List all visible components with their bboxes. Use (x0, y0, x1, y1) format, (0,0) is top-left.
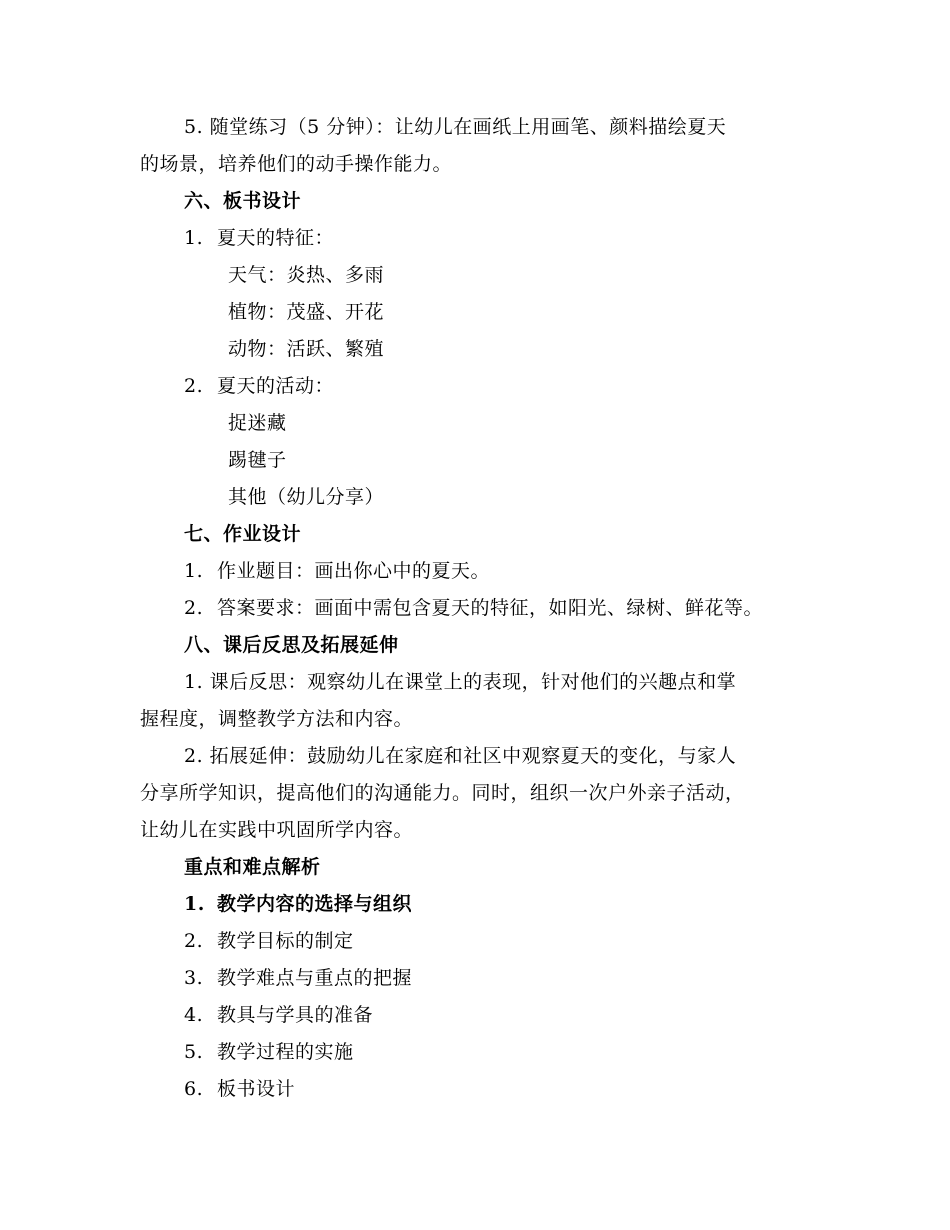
list-number: 1. (184, 560, 204, 582)
list-number: 4. (184, 1004, 204, 1026)
list-number: 6. (184, 1078, 204, 1100)
list-item (184, 929, 354, 953)
list-text: 夏天的活动： (217, 375, 335, 397)
paragraph-practice-line-1: 5. 随堂练习（5 分钟）：让幼儿在画纸上用画笔、颜料描绘夏天 (184, 116, 727, 138)
list-number: 1. (184, 893, 205, 915)
sub-item-other: 其他（幼儿分享） (228, 486, 385, 508)
list-item (184, 374, 334, 398)
list-number: 2. (184, 930, 204, 952)
list-number: 2. (184, 597, 204, 619)
list-item (184, 559, 490, 583)
list-number: 3. (184, 967, 204, 989)
sub-item-hide-and-seek: 捉迷藏 (228, 412, 287, 434)
paragraph-reflection-line-2: 握程度，调整教学方法和内容。 (140, 708, 414, 730)
sub-item-animals: 动物：活跃、繁殖 (228, 338, 385, 360)
list-item (184, 966, 412, 990)
list-item (184, 892, 412, 916)
sub-item-weather: 天气：炎热、多雨 (228, 264, 385, 286)
sub-item-plants: 植物：茂盛、开花 (228, 301, 385, 323)
section-heading-reflection: 八、课后反思及拓展延伸 (184, 634, 399, 656)
list-item (184, 226, 334, 250)
list-item (184, 1040, 354, 1064)
list-number: 2. (184, 375, 204, 397)
list-text: 答案要求：画面中需包含夏天的特征，如阳光、绿树、鲜花等。 (217, 597, 764, 619)
section-heading-homework: 七、作业设计 (184, 523, 302, 545)
list-text: 教学目标的制定 (217, 930, 354, 952)
paragraph-extension-line-3: 让幼儿在实践中巩固所学内容。 (140, 819, 414, 841)
paragraph-practice-line-2: 的场景，培养他们的动手操作能力。 (140, 153, 453, 175)
list-text: 教学过程的实施 (217, 1041, 354, 1063)
section-heading-key-points: 重点和难点解析 (184, 856, 321, 878)
list-item (184, 596, 763, 620)
list-text: 作业题目：画出你心中的夏天。 (217, 560, 491, 582)
paragraph-extension-line-1: 2. 拓展延伸：鼓励幼儿在家庭和社区中观察夏天的变化，与家人 (184, 745, 737, 767)
list-text: 教学难点与重点的把握 (217, 967, 413, 989)
section-heading-board-design: 六、板书设计 (184, 190, 302, 212)
sub-item-shuttlecock: 踢毽子 (228, 449, 287, 471)
list-text: 教具与学具的准备 (217, 1004, 374, 1026)
list-item (184, 1077, 295, 1101)
list-text: 夏天的特征： (217, 227, 335, 249)
list-text: 板书设计 (217, 1078, 296, 1100)
list-text: 教学内容的选择与组织 (217, 893, 413, 915)
paragraph-reflection-line-1: 1. 课后反思：观察幼儿在课堂上的表现，针对他们的兴趣点和掌 (184, 671, 737, 693)
list-number: 1. (184, 227, 204, 249)
list-number: 5. (184, 1041, 204, 1063)
list-item (184, 1003, 373, 1027)
paragraph-extension-line-2: 分享所学知识，提高他们的沟通能力。同时，组织一次户外亲子活动， (140, 782, 745, 804)
